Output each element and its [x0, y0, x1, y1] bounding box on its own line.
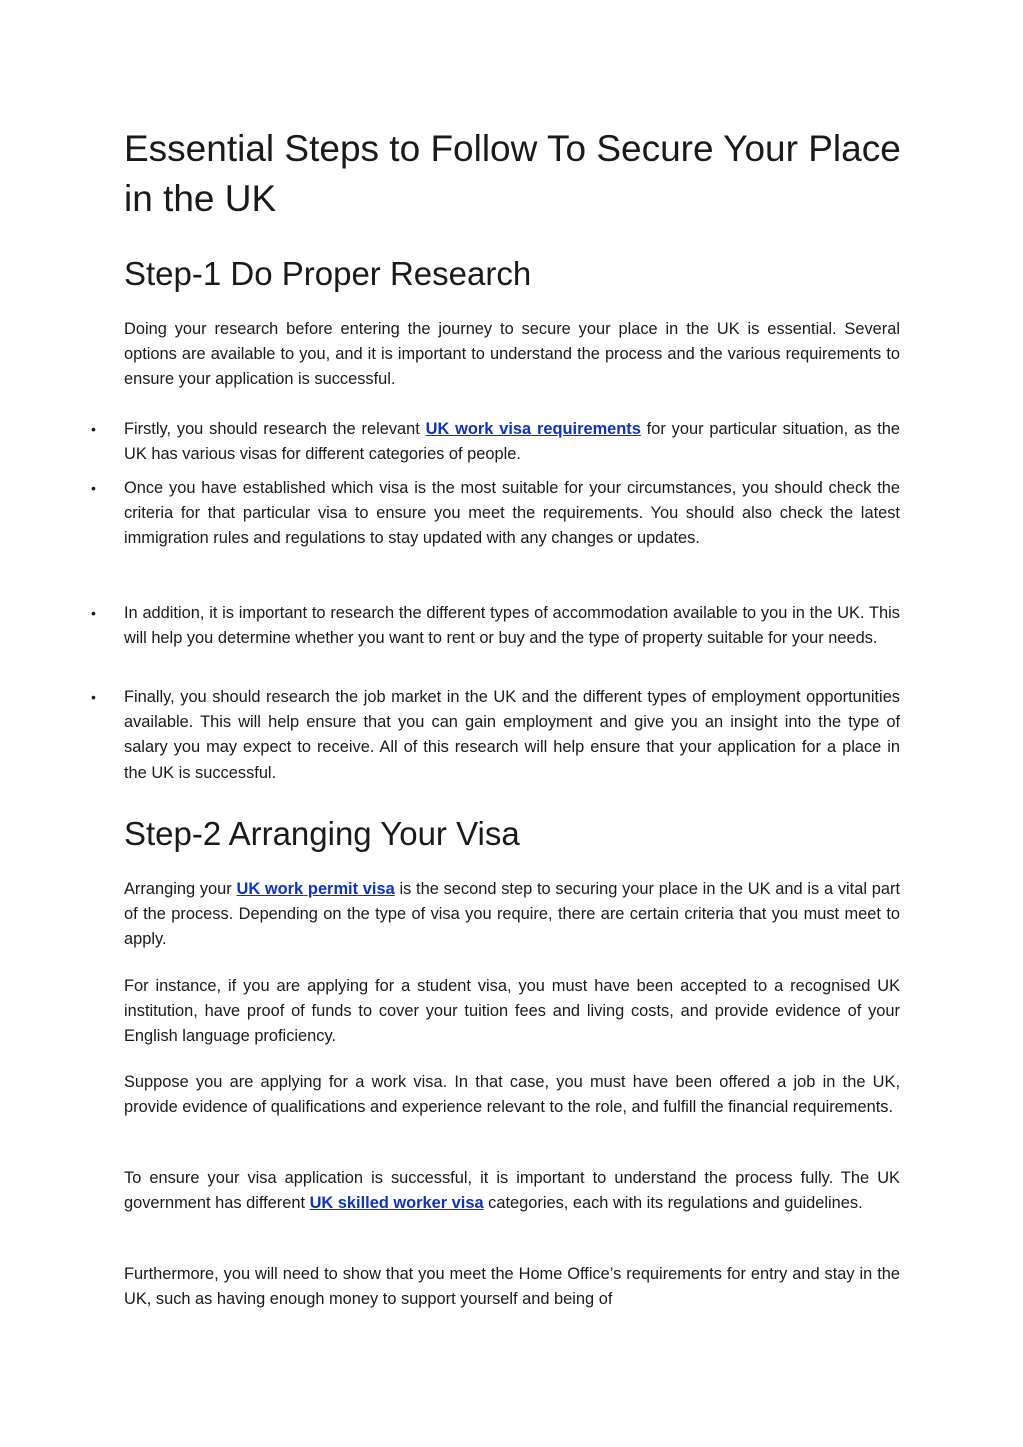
- list-item: [91, 685, 900, 786]
- step2-paragraph-5: Furthermore, you will need to show that you meet the Home Office’s requirements for entry and stay in the UK, such as having enough money to support yourself and being of: [124, 1265, 900, 1309]
- list-item: [91, 601, 900, 651]
- step2-paragraph-1: [124, 877, 900, 953]
- list-item: [91, 476, 900, 552]
- p4-text-after: categories, each with its regulations and guidelines.: [483, 1194, 863, 1213]
- p1-text-after: is the second step to securing your place in the UK and is a vital part of the process. Depending on the type of visa you require, there are certain criteria that you must meet to apply.: [124, 880, 900, 949]
- step2-paragraph-4: [124, 1166, 900, 1216]
- step1-intro: Doing your research before entering the journey to secure your place in the UK is essential. Several options are available to you, and it is important to understand the process and the various requirements to ensure your application is successful.: [124, 320, 900, 389]
- bullet-text: Finally, you should research the job market in the UK and the different types of employment opportunities available. This will help ensure that you can gain employment and give you an insight into the type of salary you may expect to receive. All of this research will help ensure that your application for a place in the UK is successful.: [124, 688, 900, 782]
- bullet-text-before: Firstly, you should research the relevant: [124, 420, 426, 438]
- bullet-icon: •: [91, 421, 96, 437]
- step2-paragraph-2: For instance, if you are applying for a student visa, you must have been accepted to a recognised UK institution, have proof of funds to cover your tuition fees and living costs, and provide evidence of your English language proficiency.: [124, 977, 900, 1046]
- uk-work-permit-visa-link[interactable]: UK work permit visa: [236, 880, 395, 898]
- bullet-icon: •: [91, 689, 96, 705]
- step2-heading: Step-2 Arranging Your Visa: [124, 815, 520, 852]
- document-title: Essential Steps to Follow To Secure Your Place in the UK: [124, 128, 901, 219]
- bullet-text: In addition, it is important to research the different types of accommodation available to you in the UK. This will help you determine whether you want to rent or buy and the type of property suitable for your needs.: [124, 604, 900, 648]
- step1-heading: Step-1 Do Proper Research: [124, 255, 532, 292]
- bullet-text: Once you have established which visa is the most suitable for your circumstances, you should check the criteria for that particular visa to ensure you meet the requirements. You should also check the latest immigration rules and regulations to stay updated with any changes or updates.: [124, 479, 900, 548]
- p1-text-before: Arranging your: [124, 880, 237, 898]
- uk-work-visa-requirements-link[interactable]: UK work visa requirements: [425, 420, 641, 438]
- bullet-icon: •: [91, 480, 96, 496]
- p4-text-before: To ensure your visa application is successful, it is important to understand the process fully. The UK government has different: [124, 1169, 900, 1213]
- uk-skilled-worker-visa-link[interactable]: UK skilled worker visa: [309, 1194, 484, 1213]
- step2-paragraph-3: Suppose you are applying for a work visa. In that case, you must have been offered a job in the UK, provide evidence of qualifications and experience relevant to the role, and fulfill the financial requirements.: [124, 1073, 900, 1117]
- list-item: [91, 417, 900, 467]
- bullet-icon: •: [91, 605, 96, 621]
- bullet-text-after: for your particular situation, as the UK has various visas for different categories of people.: [124, 420, 900, 464]
